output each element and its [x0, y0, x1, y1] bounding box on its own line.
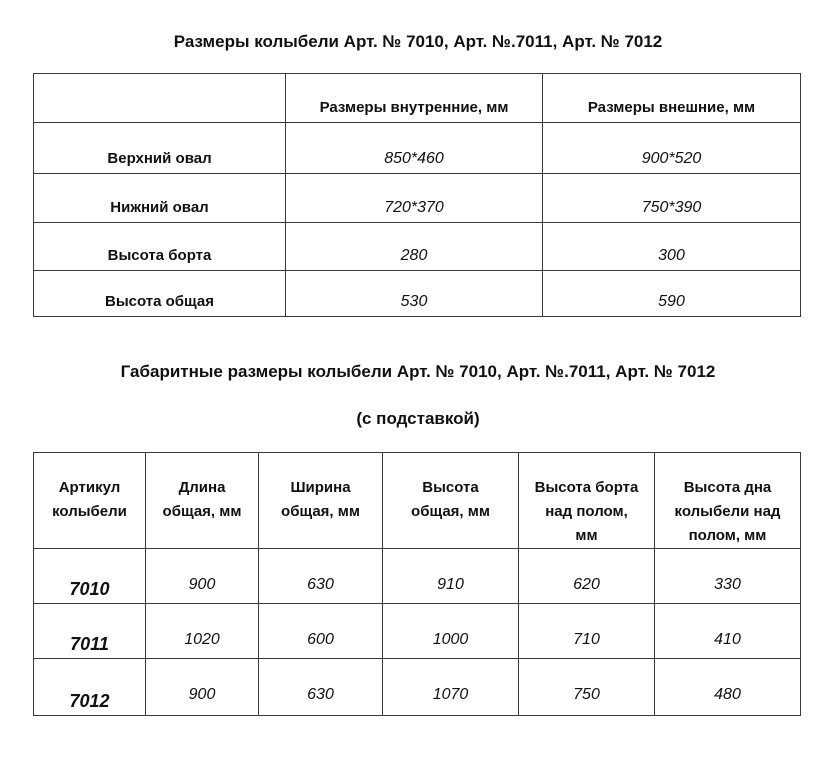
outer-value: 590 [543, 271, 801, 317]
inner-value: 720*370 [286, 174, 543, 223]
header-line: Высота [422, 479, 479, 496]
width-cell: 630 [259, 549, 383, 604]
header-line: общая, мм [411, 503, 490, 520]
header-line: общая, мм [162, 503, 242, 520]
inner-dimensions-header: Размеры внутренние, мм [286, 74, 543, 123]
length-cell: 1020 [146, 604, 259, 659]
table-row [34, 271, 801, 317]
bottom-height-cell: 330 [655, 549, 801, 604]
outer-value: 300 [543, 223, 801, 271]
outer-value: 900*520 [543, 123, 801, 174]
height-cell: 1000 [383, 604, 519, 659]
header-line: колыбели над [674, 503, 781, 520]
height-cell: 1070 [383, 659, 519, 716]
inner-dimensions-title: Размеры колыбели Арт. № 7010, Арт. №.7011, Арт. № 7012 [173, 32, 663, 51]
height-header [383, 453, 519, 549]
bottom-height-cell: 410 [655, 604, 801, 659]
table-row [34, 659, 801, 716]
header-line: полом, мм [688, 527, 767, 544]
header-line: мм [575, 527, 598, 544]
article-cell: 7012 [34, 659, 146, 716]
width-cell: 600 [259, 604, 383, 659]
header-line: Ширина [290, 479, 351, 496]
header-line: Артикул [58, 479, 121, 496]
article-cell: 7010 [34, 549, 146, 604]
table-row [34, 223, 801, 271]
header-line: Длина [178, 479, 226, 496]
inner-value: 850*460 [286, 123, 543, 174]
table-row [34, 549, 801, 604]
inner-outer-dimensions-table [33, 73, 801, 317]
header-line: Высота борта [534, 479, 639, 496]
side-height-cell: 620 [519, 549, 655, 604]
row-label: Нижний овал [34, 174, 286, 223]
side-height-header [519, 453, 655, 549]
inner-value: 280 [286, 223, 543, 271]
header-line: общая, мм [281, 503, 360, 520]
length-header [146, 453, 259, 549]
header-line: колыбели [52, 503, 127, 520]
bottom-height-cell: 480 [655, 659, 801, 716]
overall-dimensions-title: Габаритные размеры колыбели Арт. № 7010, Арт. №.7011, Арт. № 7012 [120, 362, 716, 381]
empty-header-cell [34, 74, 286, 123]
article-header [34, 453, 146, 549]
side-height-cell: 710 [519, 604, 655, 659]
side-height-cell: 750 [519, 659, 655, 716]
outer-value: 750*390 [543, 174, 801, 223]
row-label: Высота общая [34, 271, 286, 317]
bottom-height-header [655, 453, 801, 549]
header-line: над полом, [545, 503, 628, 520]
height-cell: 910 [383, 549, 519, 604]
table-header-row [34, 74, 801, 123]
width-header [259, 453, 383, 549]
header-line: Высота дна [683, 479, 772, 496]
table-header-row [34, 453, 801, 549]
row-label: Высота борта [34, 223, 286, 271]
overall-dimensions-subtitle: (с подставкой) [356, 409, 480, 428]
table-row [34, 604, 801, 659]
inner-value: 530 [286, 271, 543, 317]
row-label: Верхний овал [34, 123, 286, 174]
overall-dimensions-table [33, 452, 801, 716]
table-row [34, 174, 801, 223]
table-row [34, 123, 801, 174]
article-cell: 7011 [34, 604, 146, 659]
width-cell: 630 [259, 659, 383, 716]
outer-dimensions-header: Размеры внешние, мм [543, 74, 801, 123]
length-cell: 900 [146, 659, 259, 716]
length-cell: 900 [146, 549, 259, 604]
